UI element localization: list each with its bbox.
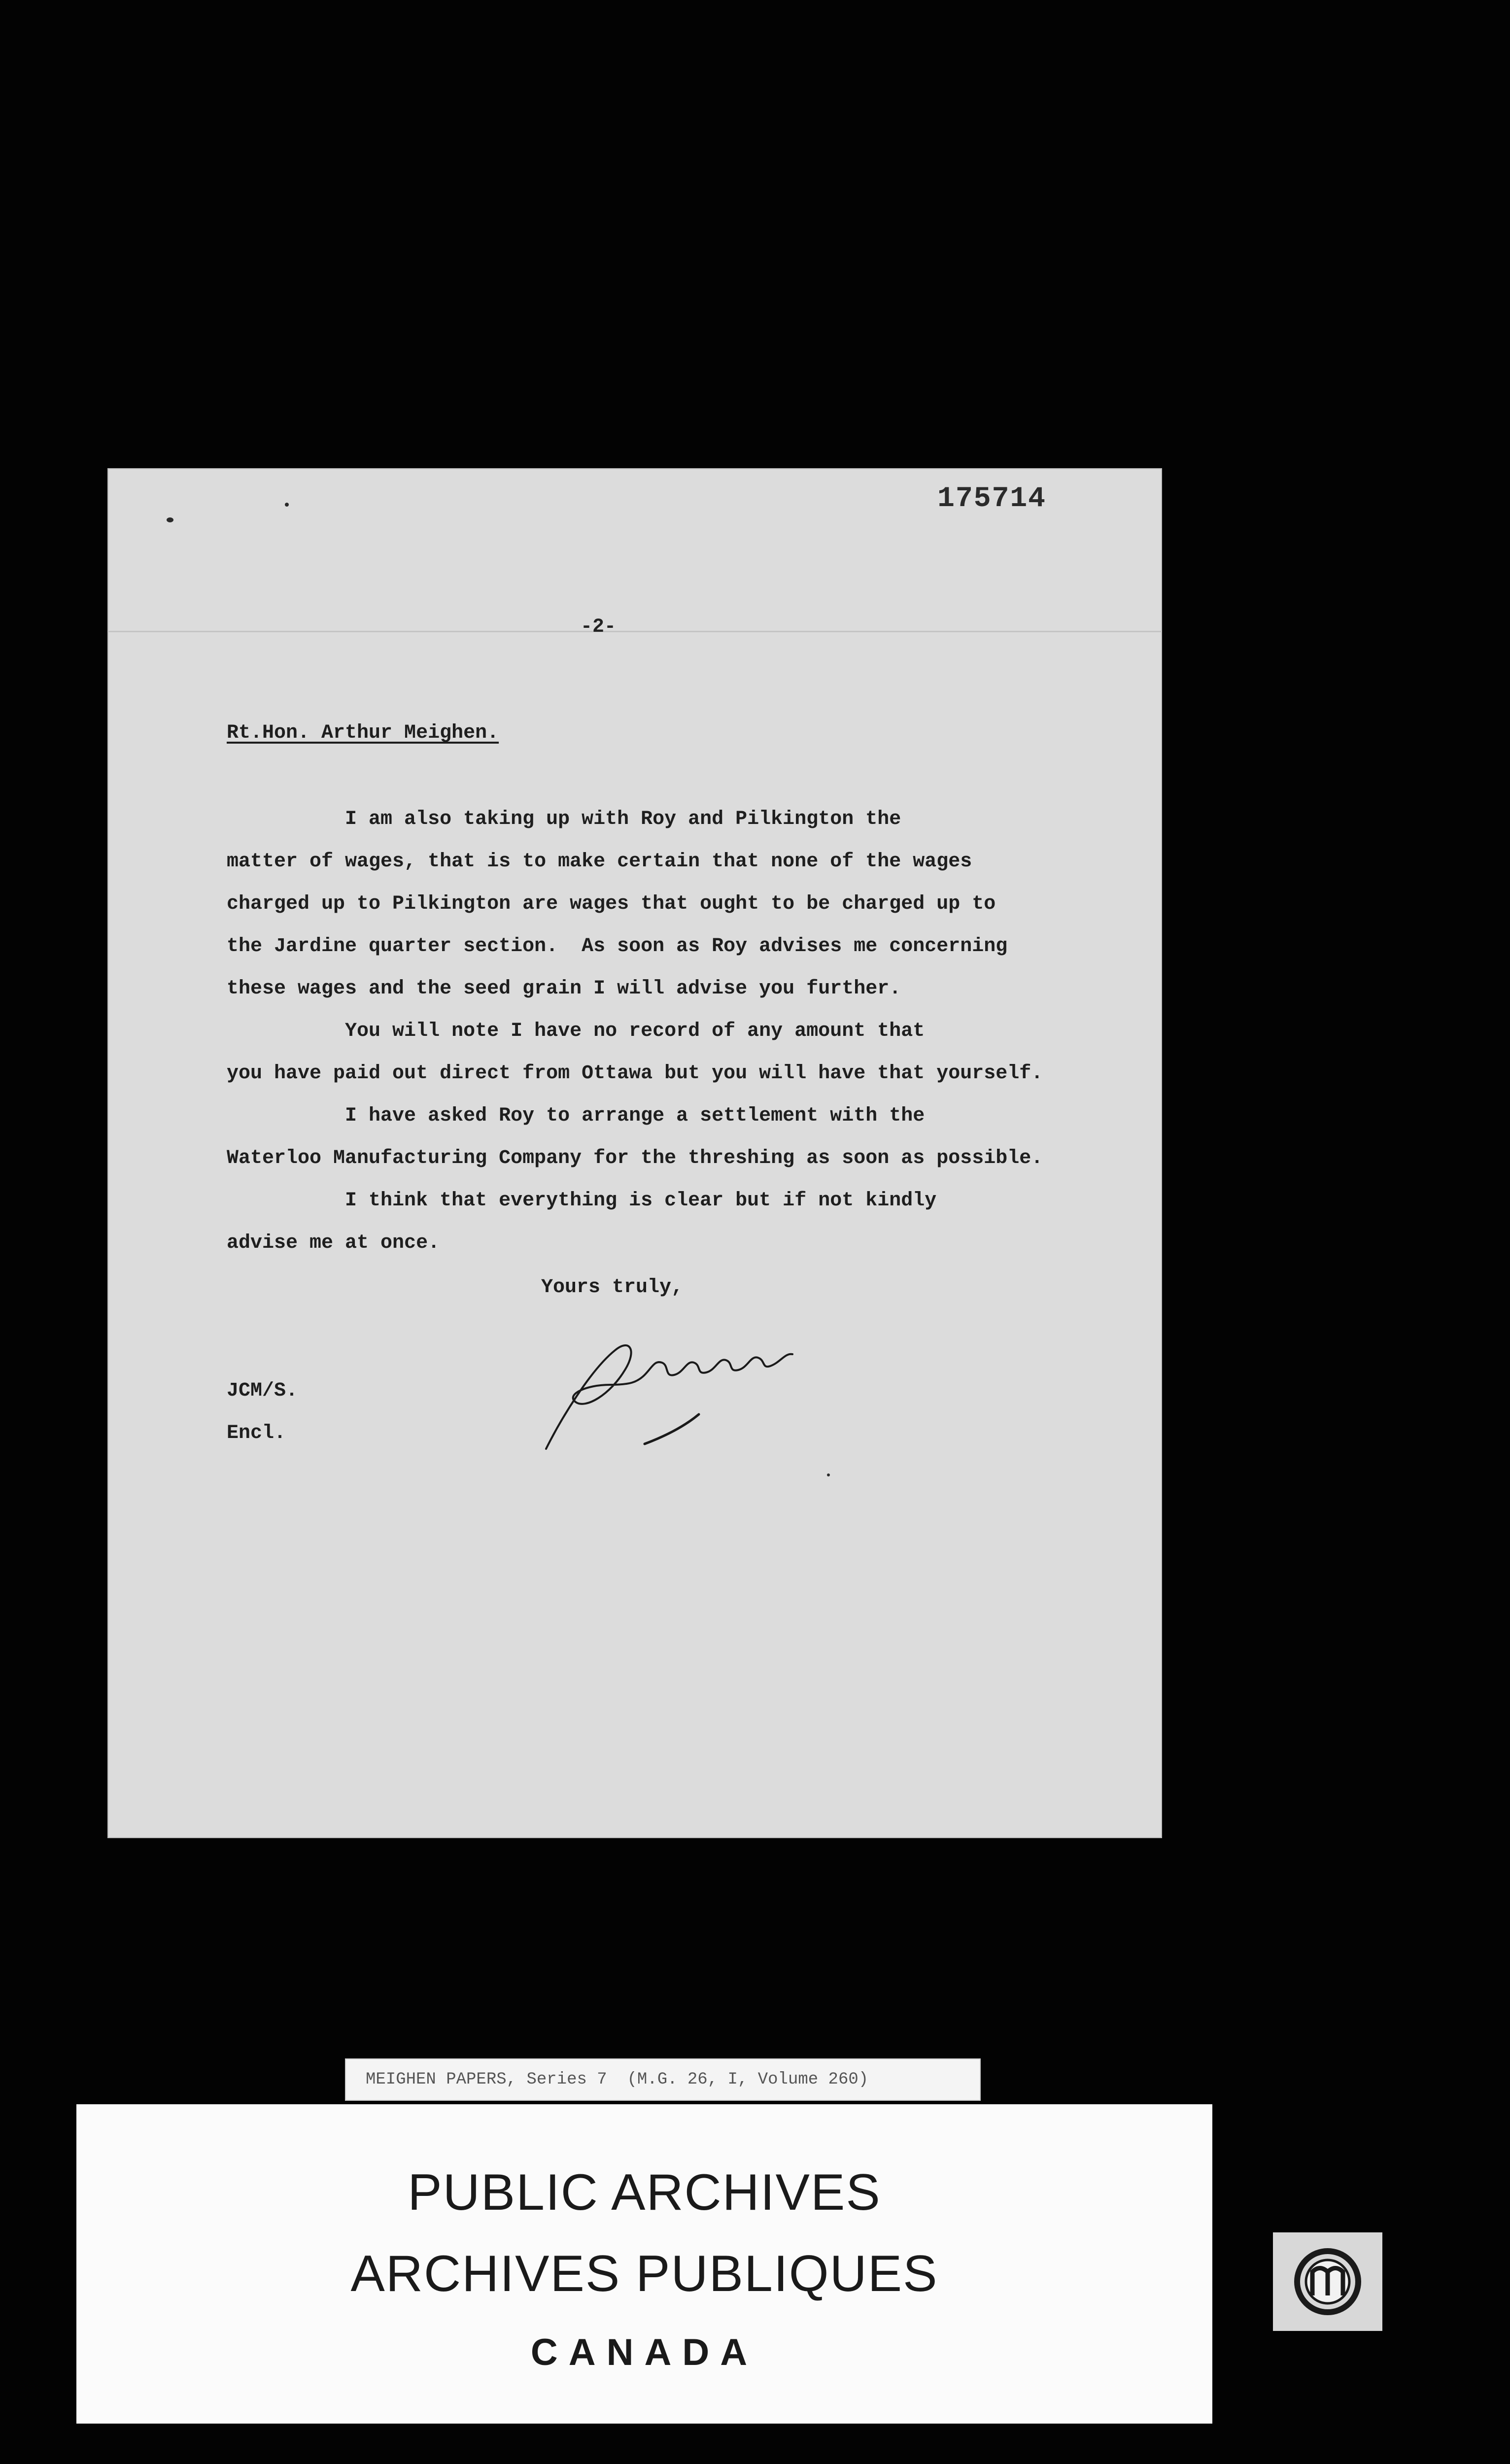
film-speck	[827, 1473, 830, 1476]
enclosure-note: Encl.	[227, 1422, 286, 1444]
body-line: charged up to Pilkington are wages that ought to be charged up to	[227, 893, 996, 915]
letter-body	[227, 798, 1138, 1265]
archive-card	[76, 2104, 1212, 2424]
archive-logo	[1273, 2232, 1382, 2331]
page-fold-line	[107, 631, 1162, 632]
body-line: these wages and the seed grain I will advise you further.	[227, 978, 901, 1000]
film-speck	[285, 503, 289, 507]
handwritten-signature	[531, 1296, 886, 1459]
closing-salutation: Yours truly,	[541, 1276, 684, 1299]
body-line: Waterloo Manufacturing Company for the threshing as soon as possible.	[227, 1147, 1043, 1169]
archive-seal-icon	[1273, 2232, 1382, 2331]
body-line: I am also taking up with Roy and Pilkington the	[227, 808, 901, 830]
series-label: MEIGHEN PAPERS, Series 7 (M.G. 26, I, Volume 260)	[366, 2070, 869, 2089]
document-number: 175714	[937, 483, 1046, 515]
page-number: -2-	[581, 616, 617, 638]
body-line: I have asked Roy to arrange a settlement with the	[227, 1105, 925, 1127]
addressee-line: Rt.Hon. Arthur Meighen.	[227, 722, 499, 744]
body-line: matter of wages, that is to make certain that none of the wages	[227, 851, 972, 873]
body-line: You will note I have no record of any amount that	[227, 1020, 925, 1042]
archive-title-french: ARCHIVES PUBLIQUES	[350, 2245, 938, 2302]
typist-initials: JCM/S.	[227, 1380, 298, 1402]
letter-page	[107, 468, 1162, 1838]
film-speck	[167, 517, 173, 522]
archive-country: CANADA	[530, 2331, 758, 2373]
reference-initials	[227, 1370, 298, 1455]
series-tag	[345, 2058, 981, 2101]
body-line: I think that everything is clear but if not kindly	[227, 1190, 937, 1212]
body-line: the Jardine quarter section. As soon as Roy advises me concerning	[227, 935, 1008, 958]
body-line: you have paid out direct from Ottawa but you will have that yourself.	[227, 1062, 1043, 1085]
body-line: advise me at once.	[227, 1232, 440, 1254]
archive-title-english: PUBLIC ARCHIVES	[408, 2164, 881, 2221]
